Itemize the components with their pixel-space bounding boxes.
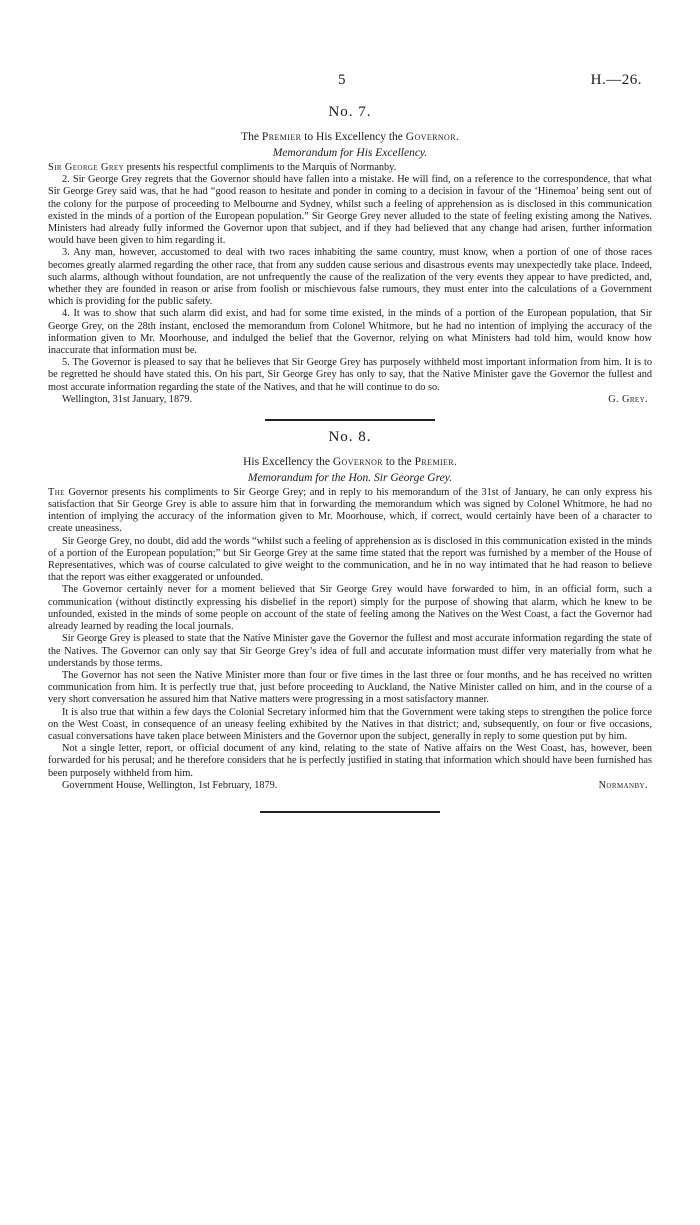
page-header [0,72,700,92]
sender: Premier [261,131,302,143]
paragraph: The Governor has not seen the Native Minister more than four or five times in the last three or four months, and he has received no written communication from him. It is perfectly true that, just before proceeding to Auckland, the Native Minister called on him, and in the course of a very short conversation he assured him that Native matters were progressing in a most satisfactory manner. [48,669,652,706]
paragraph: Sir George Grey, no doubt, did add the words “whilst such a feeling of apprehension as is disclosed in this communication existed in the minds of a portion of the European population;” but Sir George Grey at the same time stated that the report was furnished by a member of the House of Representatives, which was of course calculated to give weight to the communication, and he in no way intimated that he had reason to believe that the report was either exaggerated or unfounded. [48,535,652,584]
recipient: Governor [405,131,456,143]
page-number: 5 [338,72,346,88]
paragraph: Not a single letter, report, or official document of any kind, relating to the state of Native affairs on the West Coast, has, however, been forwarded for his perusal; and he therefore considers that he is perfectly justified in stating that information which should have been furnished has been purposely withheld from him. [48,743,652,779]
signoff [48,780,652,793]
sender: Governor [332,455,383,468]
memo-no-8 [48,429,652,793]
paragraph: 4. It was to show that such alarm did exist, and had for some time existed, in the minds of a portion of the European population, that Sir George Grey, on the 28th instant, enclosed the memorandum from Colonel Whitmore, but he had no intention of implying the accuracy of the information given to Mr. Moorhouse, and indulged the belief that the Governor, relying on what Ministers had told him, would know how inaccurate that information must be. [48,308,652,357]
paragraph: 3. Any man, however, accustomed to deal with two races inhabiting the same country, must know, when a portion of one of those races becomes greatly alarmed regarding the other race, that from any sudden cause serious and disastrous events may unexpectedly take place. Indeed, such alarms, although without foundation, are not unfrequently the cause of the realization of the very events they appear to have predicted, and, whether they are founded in reason or arise from foolish or mischievous false rumours, they must enter into the calculations of a Government which is providing for the public safety. [48,247,652,308]
signoff [48,394,652,407]
lead-words: Sir George Grey [48,162,125,173]
paragraph: Sir George Grey presents his respectful compliments to the Marquis of Normanby. [48,162,397,173]
memo-addressing: His Excellency the Governor to the Premier. [243,455,457,468]
signature: Normanby. [598,779,648,791]
memo-number: No. 7. [328,104,372,120]
recipient: Premier [414,455,455,468]
memo-addressing: The Premier to His Excellency the Governor. [241,131,459,143]
section-divider [265,419,435,421]
memo-title: Memorandum for His Excellency. [272,147,428,159]
memo-number: No. 8. [328,428,372,445]
document-body [48,96,652,813]
memo-title: Memorandum for the Hon. Sir George Grey. [247,471,453,484]
paragraph: The Governor certainly never for a moment believed that Sir George Grey would have forwarded to him, in an official form, such a communication (without distinctly expressing his disbelief in the report) simply for the purpose of showing that alarm, which he knew to be unfounded, existed in the minds of some people on account of the state of feeling among the Natives on the West Coast, a fact the Governor had already learned by reading the local journals. [48,584,652,633]
paragraph: Sir George Grey is pleased to state that the Native Minister gave the Governor the fullest and most accurate information regarding the state of the Natives. The Governor can only say that Sir George Grey’s idea of full and accurate information must differ very materially from what he understands by those terms. [48,633,652,669]
document-reference: H.—26. [590,72,642,88]
paragraph: The Governor presents his compliments to Sir George Grey; and in reply to his memorandum of the 31st of January, he can only express his satisfaction that Sir George Grey is able to assure him that in forwarding the memorandum which was signed by Colonel Whitmore, he had no intention of implying the accuracy of the information given to Mr. Moorhouse, which, if correct, would certainly have been of a character to create uneasiness. [48,486,652,535]
place-date: Wellington, 31st January, 1879. [62,393,193,405]
paragraph: It is also true that within a few days the Colonial Secretary informed him that the Government were taking steps to strengthen the police force on the West Coast, in consequence of an uneasy feeling exhibited by the Natives in that district; and, subsequently, on four or five occasions, casual conversations have taken place between Ministers and the Governor upon the subject, generally in reply to some question put by him. [48,706,652,742]
lead-words: The [48,486,65,498]
signature: G. Grey. [608,393,648,405]
memo-no-7 [48,104,652,407]
place-date: Government House, Wellington, 1st February, 1879. [62,779,278,791]
paragraph: 2. Sir George Grey regrets that the Governor should have fallen into a mistake. He will find, on a reference to the correspondence, that what Sir George Grey said was, that he had “good reason to hesitate and ponder in coming to a decision in favour of the ‘Hinemoa’ being sent out of the colony for the purpose of proceeding to Melbourne and Sydney, whilst such a feeling of apprehension as is disclosed in this communication existed in the minds of a portion of the European population.” Sir George Grey never alluded to the state of feeling existing among the Natives. Ministers had already fully informed the Governor upon that subject, and if they had believed that any change had arisen, further information would have been given to him regarding it. [48,174,652,247]
paragraph: 5. The Governor is pleased to say that he believes that Sir George Grey has purposely withheld most important information from him. It is to be regretted he should have stated this. On his part, Sir George Grey has only to say, that the Native Minister gave the Governor the fullest and most accurate information regarding the state of the Natives, and that he will continue to do so. [48,357,652,393]
end-divider [260,811,440,813]
